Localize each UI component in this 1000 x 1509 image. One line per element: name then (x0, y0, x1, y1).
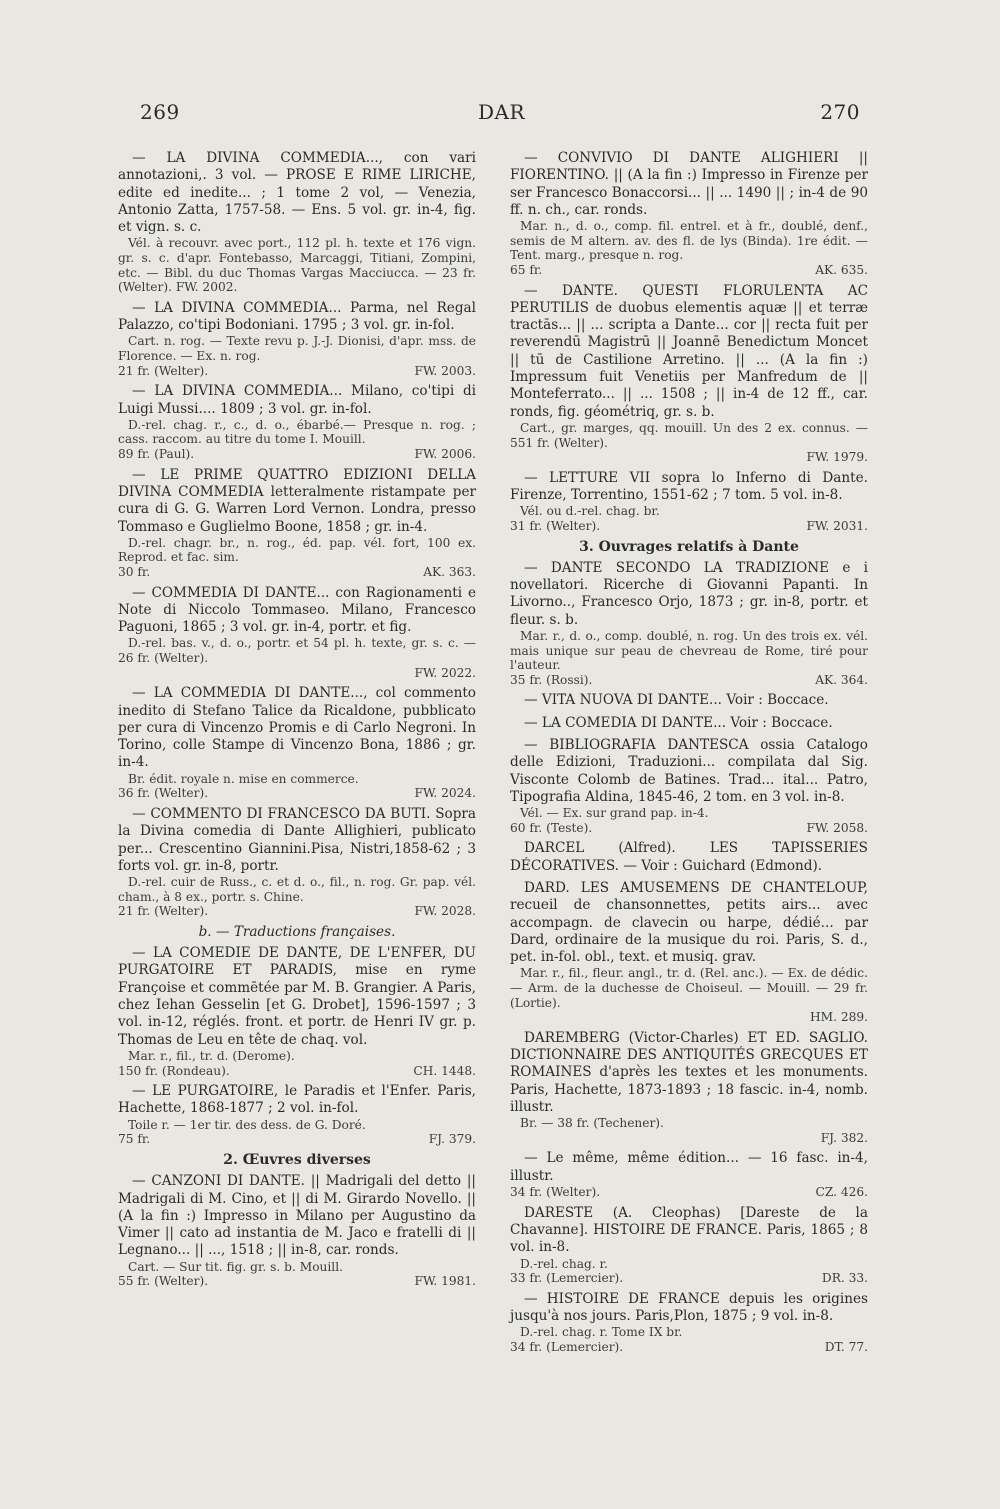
entry-price-row (118, 447, 476, 462)
catalog-entry (510, 1205, 868, 1286)
catalog-entry (510, 1030, 868, 1146)
section-heading: 3. Ouvrages relatifs à Dante (579, 538, 799, 555)
entry-ref: FW. 2006. (414, 447, 476, 462)
entry-note: Mar. r., fil., tr. d. (Derome). (128, 1048, 295, 1063)
entry-title: — DANTE SECONDO LA TRADIZIONE e i novellatori. Ricerche di Giovanni Papanti. In Livorno.., Francesco Orjo, 1873 ; gr. in-8, portr. et fleur. s. b. (510, 559, 868, 628)
entry-price-row (510, 1010, 868, 1025)
catalog-entry (510, 692, 868, 709)
catalog-entry (510, 283, 868, 465)
entry-ref: DR. 33. (821, 1271, 868, 1286)
entry-price-row (510, 1131, 868, 1146)
entry-price: 36 fr. (Welter). (118, 786, 209, 801)
catalog-entry (510, 470, 868, 534)
entry-note: D.-rel. chagr. br., n. rog., éd. pap. vél. fort, 100 ex. Reprod. et fac. sim. (118, 535, 476, 565)
entry-price-row (510, 1185, 868, 1200)
entry-price: 21 fr. (Welter). (118, 904, 209, 919)
section-heading: 2. Œuvres diverses (223, 1151, 371, 1168)
entry-price-row (510, 519, 868, 534)
entry-price: 65 fr. (510, 262, 543, 277)
catalog-entry (118, 1173, 476, 1289)
running-head: DAR (478, 100, 526, 124)
catalog-entry (118, 383, 476, 461)
entry-price: 34 fr. (Lemercier). (510, 1339, 624, 1354)
entry-ref: HM. 289. (810, 1010, 868, 1025)
subsection-heading: b. — Traductions françaises. (198, 923, 396, 940)
entry-price-row (118, 904, 476, 919)
entry-note: Br. édit. royale n. mise en commerce. (128, 771, 359, 786)
entry-price-row (510, 673, 868, 688)
entry-note: Vél. ou d.-rel. chag. br. (520, 504, 660, 519)
entry-ref: FW. 2031. (806, 518, 868, 533)
entry-title: — LE PRIME QUATTRO EDIZIONI DELLA DIVINA COMMEDIA letteralmente ristampate per cura di G. G. Warren Lord Vernon. Londra, presso Tommaso e Guglielmo Boone, 1858 ; gr. in-4. (118, 466, 476, 535)
entry-price-row (118, 1274, 476, 1289)
entry-note: Mar. r., d. o., comp. doublé, n. rog. Un des trois ex. vél. mais unique sur peau de chevreau de Rome, tiré pour l'auteur. (510, 628, 868, 673)
entry-ref: FW. 2028. (414, 904, 476, 919)
entry-price-row (510, 1340, 868, 1355)
entry-price-row (118, 565, 476, 580)
entry-price-row (118, 1064, 476, 1079)
catalog-entry (510, 1150, 868, 1199)
entry-title: — LA COMEDIE DE DANTE, DE L'ENFER, DU PURGATOIRE ET PARADIS, mise en ryme Françoise et commētée par M. B. Grangier. A Paris, chez Iehan Gesselin [et G. Drobet], 1596-1597 ; 3 vol. in-12, réglés. front. et portr. de Henri IV gr. p. Thomas de Leu en tête de chaq. vol. (118, 945, 476, 1048)
entry-price: 35 fr. (Rossi). (510, 672, 593, 687)
entry-title: — HISTOIRE DE FRANCE depuis les origines jusqu'à nos jours. Paris,Plon, 1875 ; 9 vol. in-8. (510, 1290, 868, 1325)
entry-title: — LETTURE VII sopra lo Inferno di Dante. Firenze, Torrentino, 1551-62 ; 7 tom. 5 vol. in-8. (510, 469, 868, 504)
entry-note: Mar. n., d. o., comp. fil. entrel. et à fr., doublé, denf., semis de M altern. av. des fl. de lys (Binda). 1re édit. — Tent. marg., presque n. rog. (510, 219, 868, 263)
entry-note: Mar. r., fil., fleur. angl., tr. d. (Rel. anc.). — Ex. de dédic. — Arm. de la duchesse de Choiseul. — Mouill. — 29 fr. (Lortie). (510, 966, 868, 1010)
entry-title: — LA COMEDIA DI DANTE... Voir : Boccace. (524, 714, 833, 731)
catalog-entry (510, 737, 868, 835)
entry-title: — VITA NUOVA DI DANTE... Voir : Boccace. (524, 692, 829, 709)
entry-price-row (118, 364, 476, 379)
entry-ref: FJ. 379. (428, 1132, 476, 1147)
catalog-entry (118, 467, 476, 580)
entry-price-row (118, 786, 476, 801)
entry-price: 75 fr. (118, 1132, 151, 1147)
left-column (118, 150, 476, 1294)
catalog-entry (510, 840, 868, 875)
entry-price: 34 fr. (Welter). (510, 1185, 601, 1200)
entry-price-row (118, 1132, 476, 1147)
entry-title: — CONVIVIO DI DANTE ALIGHIERI || FIORENTINO. || (A la fin :) Impresso in Firenze per ser Francesco Bonaccorsi... || ... 1490 || ; in-4 de 90 ff. n. ch., car. ronds. (510, 150, 868, 218)
entry-ref: CZ. 426. (815, 1185, 868, 1200)
entry-price-row (510, 821, 868, 836)
entry-price: 60 fr. (Teste). (510, 820, 593, 835)
catalog-entry (118, 300, 476, 378)
entry-title: — LA DIVINA COMMEDIA... Milano, co'tipi di Luigi Mussi.... 1809 ; 3 vol. gr. in-fol. (118, 383, 476, 417)
entry-price-row (510, 1271, 868, 1286)
entry-title: DAREMBERG (Victor-Charles) ET ED. SAGLIO. DICTIONNAIRE DES ANTIQUITÉS GRECQUES ET ROMAINES d'après les textes et les monuments. Paris, Hachette, 1873-1893 ; 18 fascic. in-4, nomb. illustr. (510, 1029, 868, 1115)
entry-title: — DANTE. QUESTI FLORULENTA AC PERUTILIS de duobus elementis aquæ || et terræ tractās... || ... scripta a Dante... cor || recta fuit per reverendū Magistrū || Joannē Benedictum Moncet || tū de Castilione Arretino. || ... (A la fin :) Impressum fuit Venetiis per Manfredum de || Monteferrato... || ... 1508 ; || in-4 de 12 ff., car. ronds, fig. géométriq, gr. s. b. (510, 282, 868, 420)
catalog-entry (510, 715, 868, 732)
entry-ref: AK. 364. (815, 672, 868, 687)
catalog-entry (510, 880, 868, 1025)
entry-ref: FW. 1981. (414, 1274, 476, 1289)
entry-title: DARD. LES AMUSEMENS DE CHANTELOUP, recueil de chansonnettes, petits airs... avec accompagn. de clavecin ou harpe, dédié... par Dard, ordinaire de la musique du roi. Paris, S. d., pet. in-fol. obl., text. et musiq. grav. (510, 879, 868, 966)
entry-title: — LA DIVINA COMMEDIA... Parma, nel Regal Palazzo, co'tipi Bodoniani. 1795 ; 3 vol. gr. in-fol. (118, 299, 476, 334)
catalog-entry (118, 1083, 476, 1147)
entry-title: — LA DIVINA COMMEDIA..., con vari annotazioni,. 3 vol. — PROSE E RIME LIRICHE, edite ed inedite... ; 1 tome 2 vol, — Venezia, Antonio Zatta, 1757-58. — Ens. 5 vol. gr. in-4, fig. et vign. s. c. (118, 150, 476, 236)
entry-title: — LA COMMEDIA DI DANTE..., col commento inedito di Stefano Talice da Ricaldone, pubblicato per cura di Vincenzo Promis e di Carlo Negroni. In Torino, colle Stampe di Vincenzo Bona, 1886 ; gr. in-4. (118, 685, 476, 771)
right-column (510, 150, 868, 1360)
catalog-entry (510, 560, 868, 688)
page-number-right: 270 (820, 100, 860, 124)
entry-note: Cart. n. rog. — Texte revu p. J.-J. Dionisi, d'apr. mss. de Florence. — Ex. n. rog. (118, 334, 476, 364)
catalog-entry (118, 685, 476, 801)
entry-title: — BIBLIOGRAFIA DANTESCA ossia Catalogo delle Edizioni, Traduzioni... compilata dal Sig. Visconte Colomb de Batines. Trad... ital... Patro, Tipografia Aldina, 1845-46, 2 tom. en 3 vol. in-8. (510, 736, 868, 805)
entry-price-row (510, 450, 868, 465)
entry-title: — Le même, même édition... — 16 fasc. in-4, illustr. (510, 1150, 868, 1184)
entry-ref: FW. 2024. (414, 786, 476, 801)
entry-note: Cart. — Sur tit. fig. gr. s. b. Mouill. (128, 1259, 343, 1274)
entry-price-row (118, 666, 476, 681)
catalog-entry (510, 1291, 868, 1355)
entry-note: D.-rel. chag. r. Tome IX br. (520, 1325, 683, 1340)
entry-title: — COMMEDIA DI DANTE... con Ragionamenti e Note di Niccolo Tommaseo. Milano, Francesco Paguoni, 1865 ; 3 vol. gr. in-4, portr. et fig. (118, 584, 476, 636)
entry-ref: FW. 2003. (414, 363, 476, 378)
entry-price: 33 fr. (Lemercier). (510, 1271, 624, 1286)
entry-note: Cart., gr. marges, qq. mouill. Un des 2 ex. connus. — 551 fr. (Welter). (510, 420, 868, 450)
entry-ref: FW. 2022. (414, 665, 476, 680)
catalog-entry (510, 150, 868, 278)
entry-note: Vél. à recouvr. avec port., 112 pl. h. texte et 176 vign. gr. s. c. d'apr. Fontebasso, Marcaggi, Titiani, Zompini, etc. — Bibl. du duc Thomas Vargas Macciucca. — 23 fr. (Welter). FW. 2002. (118, 236, 476, 295)
entry-title: DARCEL (Alfred). LES TAPISSERIES DÉCORATIVES. — Voir : Guichard (Edmond). (510, 840, 868, 874)
entry-ref: AK. 635. (815, 262, 868, 277)
entry-title: — COMMENTO DI FRANCESCO DA BUTI. Sopra la Divina comedia di Dante Allighieri, publicato per... Crescentino Giannini.Pisa, Nistri,1858-62 ; 3 forts vol. gr. in-8, portr. (118, 805, 476, 874)
entry-ref: AK. 363. (423, 564, 476, 579)
entry-price: 30 fr. (118, 564, 151, 579)
entry-title: — CANZONI DI DANTE. || Madrigali del detto || Madrigali di M. Cino, et || di M. Girardo Novello. || (A la fin :) Impresso in Milano per Augustino da Vimer || cato ad instantia de M. Jaco e fratelli di || Legnano... || ..., 1518 ; || in-8, car. ronds. (118, 1173, 476, 1259)
entry-note: Br. — 38 fr. (Techener). (520, 1116, 664, 1131)
entry-ref: FJ. 382. (820, 1130, 868, 1145)
entry-price: 31 fr. (Welter). (510, 518, 601, 533)
entry-ref: FW. 2058. (806, 820, 868, 835)
entry-note: D.-rel. bas. v., d. o., portr. et 54 pl. h. texte, gr. s. c. — 26 fr. (Welter). (118, 636, 476, 666)
entry-title: DARESTE (A. Cleophas) [Dareste de la Chavanne]. HISTOIRE DE FRANCE. Paris, 1865 ; 8 vol. in-8. (510, 1204, 868, 1256)
catalog-entry (118, 806, 476, 919)
catalog-entry (118, 585, 476, 681)
entry-note: D.-rel. cuir de Russ., c. et d. o., fil., n. rog. Gr. pap. vél. cham., à 8 ex., portr. s. Chine. (118, 875, 476, 904)
entry-note: D.-rel. chag. r., c., d. o., ébarbé.— Presque n. rog. ; cass. raccom. au titre du tome I. Mouill. (118, 417, 476, 447)
entry-price-row (510, 263, 868, 278)
catalog-entry (118, 945, 476, 1078)
entry-ref: DT. 77. (824, 1339, 868, 1354)
entry-note: Vél. — Ex. sur grand pap. in-4. (520, 806, 709, 821)
entry-price: 55 fr. (Welter). (118, 1274, 209, 1289)
entry-ref: FW. 1979. (806, 450, 868, 465)
entry-title: — LE PURGATOIRE, le Paradis et l'Enfer. Paris, Hachette, 1868-1877 ; 2 vol. in-fol. (118, 1083, 476, 1117)
catalog-entry (118, 150, 476, 295)
entry-price: 89 fr. (Paul). (118, 447, 195, 462)
entry-ref: CH. 1448. (413, 1063, 476, 1078)
entry-price: 21 fr. (Welter). (118, 363, 209, 378)
entry-price: 150 fr. (Rondeau). (118, 1063, 230, 1078)
entry-note: Toile r. — 1er tir. des dess. de G. Doré. (128, 1117, 366, 1132)
entry-note: D.-rel. chag. r. (520, 1256, 608, 1271)
page-number-left: 269 (140, 100, 180, 124)
